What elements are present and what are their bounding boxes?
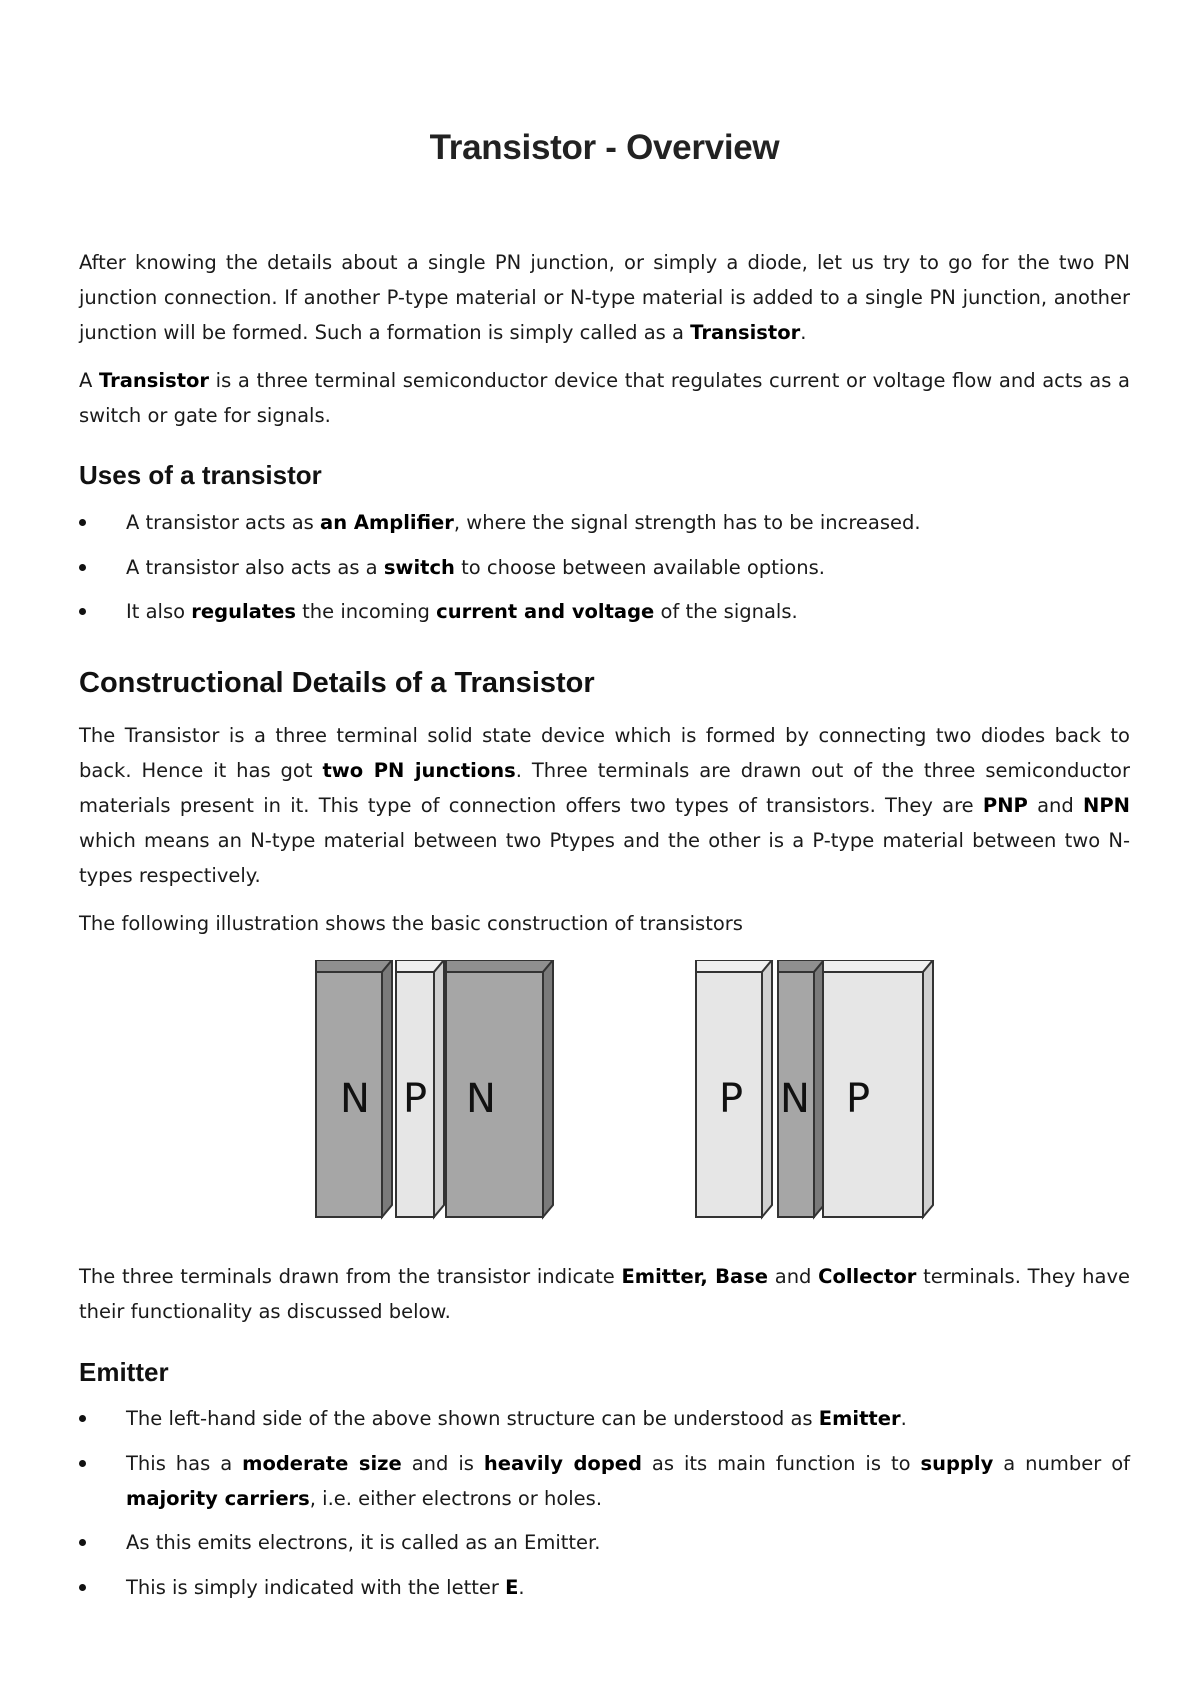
npn-label-1: N	[340, 1076, 370, 1122]
text-run: .	[900, 1407, 907, 1430]
list-item	[79, 505, 1130, 540]
uses-heading: Uses of a transistor	[79, 460, 322, 490]
text-run: This has a	[126, 1451, 243, 1475]
page-title: Transistor - Overview	[429, 128, 780, 167]
bold-term: Transistor	[690, 321, 801, 344]
bold-term: current and voltage	[436, 600, 655, 623]
bold-term: PNP	[982, 794, 1028, 817]
bold-term: Emitter	[818, 1407, 901, 1430]
bold-term: moderate size	[242, 1451, 402, 1475]
text-run: a number of	[993, 1451, 1130, 1475]
intro-paragraph-2	[79, 363, 1130, 433]
text-run: , where the signal strength has to be increased.	[453, 511, 921, 534]
text-run: which means an N-type material between two Ptypes and the other is a P-type material between two N-types respectively.	[79, 829, 1130, 887]
text-run: It also	[126, 600, 192, 623]
text-run: terminals. They have their functionality as discussed below.	[79, 1265, 1130, 1323]
list-item	[79, 550, 1130, 585]
bold-term: majority carriers	[126, 1486, 310, 1510]
bold-term: switch	[383, 555, 455, 579]
text-run: The three terminals drawn from the transistor indicate	[79, 1265, 622, 1288]
text-run: The Transistor is a three terminal solid state device which is formed by connecting two diodes back to back. Hence it has got	[79, 724, 1130, 782]
text-run: and is	[401, 1451, 484, 1475]
pnp-label-1: P	[718, 1076, 744, 1122]
bold-term: regulates	[191, 600, 296, 623]
bold-term: two PN junctions	[322, 759, 516, 782]
construction-heading: Constructional Details of a Transistor	[79, 667, 595, 699]
figure-svg	[79, 960, 1130, 1230]
bold-term: Transistor	[98, 369, 210, 392]
text-run: .	[518, 1575, 525, 1599]
text-run: This is simply indicated with the letter	[126, 1575, 506, 1599]
list-item	[79, 1401, 1130, 1436]
bold-term: Emitter, Base	[621, 1265, 769, 1288]
npn-transistor	[316, 960, 553, 1217]
text-run: The left-hand side of the above shown structure can be understood as	[126, 1407, 819, 1430]
bold-term: NPN	[1083, 794, 1130, 817]
text-run: .	[800, 321, 807, 344]
emitter-list	[79, 1401, 1130, 1614]
emitter-heading: Emitter	[79, 1357, 169, 1387]
text-run: to choose between available options.	[454, 555, 825, 579]
construction-paragraph-2: The following illustration shows the basic construction of transistors	[79, 912, 743, 935]
uses-list	[79, 505, 1130, 639]
construction-paragraph-1	[79, 718, 1130, 893]
list-item	[79, 1446, 1130, 1516]
pnp-transistor	[696, 960, 933, 1217]
text-run: is a three terminal semiconductor device that regulates current or voltage flow and acts as a switch or gate for signals.	[79, 369, 1130, 427]
text-run: , i.e. either electrons or holes.	[309, 1486, 603, 1510]
transistor-construction-figure	[79, 960, 1130, 1230]
text-run: As this emits electrons, it is called as an Emitter.	[126, 1531, 601, 1554]
list-item	[79, 1525, 1130, 1560]
bold-term: an Amplifier	[320, 511, 454, 534]
text-run: and	[1027, 794, 1084, 817]
bold-term: heavily doped	[483, 1451, 642, 1475]
bold-term: Collector	[818, 1265, 917, 1288]
pnp-layer-3	[823, 960, 933, 1217]
text-run: A	[79, 369, 99, 392]
npn-layer-3	[446, 960, 553, 1217]
list-item	[79, 594, 1130, 629]
list-item	[79, 1570, 1130, 1605]
text-run: and	[768, 1265, 819, 1288]
text-run: A transistor acts as	[126, 511, 321, 534]
intro-paragraph-1	[79, 245, 1130, 350]
text-run: as its main function is to	[641, 1451, 921, 1475]
pnp-label-3: P	[845, 1076, 871, 1122]
text-run: the incoming	[295, 600, 437, 623]
text-run: of the signals.	[654, 600, 798, 623]
text-run: A transistor also acts as a	[126, 555, 384, 579]
text-run: After knowing the details about a single PN junction, or simply a diode, let us try to go for the two PN junction connection. If another P-type material or N-type material is added to a single PN junction, another junction will be formed. Such a formation is simply called as a	[79, 251, 1130, 344]
pnp-label-2: N	[780, 1076, 810, 1122]
bold-term: E	[505, 1575, 519, 1599]
terminals-paragraph	[79, 1259, 1130, 1329]
text-run: . Three terminals are drawn out of the three semiconductor materials present in it. This type of connection offers two types of transistors. They are	[79, 759, 1131, 817]
npn-label-3: N	[466, 1076, 496, 1122]
bold-term: supply	[920, 1451, 994, 1475]
npn-label-2: P	[402, 1076, 428, 1122]
